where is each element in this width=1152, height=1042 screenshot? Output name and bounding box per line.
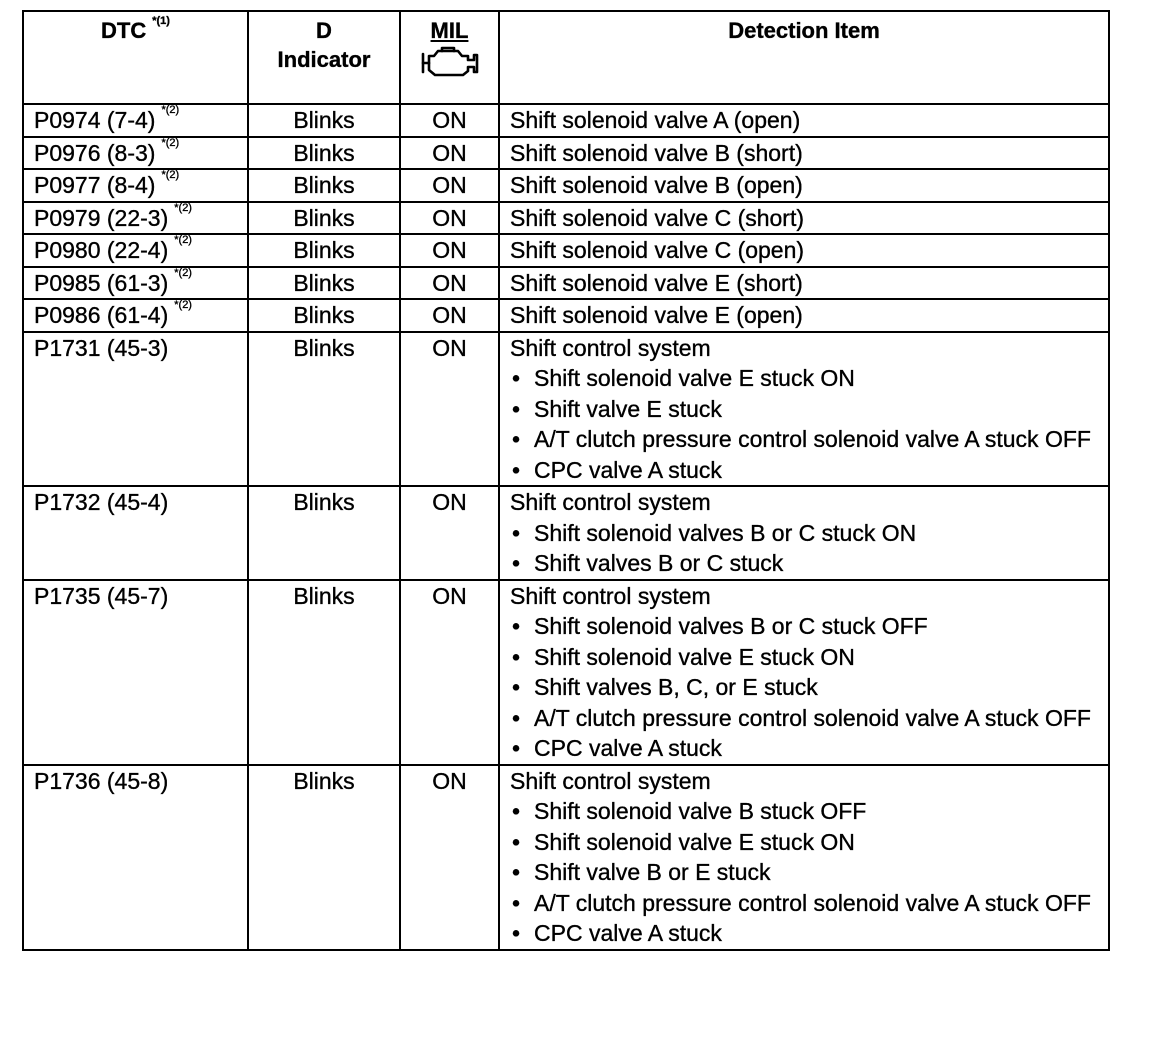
- mil-cell: ON: [400, 169, 499, 202]
- dtc-footnote: *(2): [174, 234, 192, 246]
- d-indicator-cell: Blinks: [248, 202, 400, 235]
- check-engine-icon: [419, 45, 481, 79]
- detection-item-bullets: [510, 796, 1098, 949]
- d-indicator-cell: Blinks: [248, 267, 400, 300]
- detection-item-title: Shift control system: [510, 489, 711, 515]
- d-indicator-cell: Blinks: [248, 234, 400, 267]
- dtc-code: P1732 (45-4): [34, 489, 169, 515]
- mil-cell: ON: [400, 104, 499, 137]
- header-dtc-note: *(1): [152, 15, 170, 27]
- detection-item-cell: [499, 580, 1109, 765]
- dtc-cell: [23, 299, 248, 332]
- d-indicator-cell: Blinks: [248, 137, 400, 170]
- dtc-code: P0976 (8-3): [34, 139, 156, 166]
- detection-item-bullets: [510, 363, 1098, 485]
- list-item: • Shift solenoid valve B stuck OFF: [534, 796, 1098, 827]
- table-row: [23, 332, 1109, 487]
- mil-cell: ON: [400, 486, 499, 580]
- dtc-footnote: *(2): [161, 104, 180, 116]
- header-detection-item: Detection Item: [499, 11, 1109, 104]
- table-row: [23, 580, 1109, 765]
- detection-item-title: Shift solenoid valve A (open): [510, 107, 801, 133]
- dtc-footnote: *(2): [174, 299, 192, 311]
- table-row: [23, 267, 1109, 300]
- detection-item-title: Shift solenoid valve E (short): [510, 269, 803, 296]
- dtc-cell: [23, 169, 248, 202]
- detection-item-title: Shift solenoid valve B (short): [510, 139, 803, 166]
- header-row: [23, 11, 1109, 104]
- table-header: [23, 11, 1109, 104]
- table-row: [23, 486, 1109, 580]
- dtc-cell: [23, 332, 248, 487]
- dtc-table: [22, 10, 1110, 951]
- detection-item-title: Shift solenoid valve C (short): [510, 204, 805, 231]
- list-item: • Shift solenoid valve E stuck ON: [534, 642, 1098, 673]
- detection-item-title: Shift solenoid valve B (open): [510, 172, 803, 198]
- dtc-cell: [23, 486, 248, 580]
- dtc-cell: [23, 580, 248, 765]
- dtc-footnote: *(2): [161, 169, 180, 181]
- dtc-cell: [23, 202, 248, 235]
- dtc-cell: [23, 234, 248, 267]
- d-indicator-cell: Blinks: [248, 580, 400, 765]
- detection-item-cell: [499, 332, 1109, 487]
- d-indicator-cell: Blinks: [248, 332, 400, 487]
- header-d-indicator: [248, 11, 400, 104]
- dtc-code: P0986 (61-4): [34, 302, 169, 328]
- table-row: [23, 234, 1109, 267]
- list-item: • Shift solenoid valve E stuck ON: [534, 363, 1098, 394]
- dtc-code: P1731 (45-3): [34, 334, 169, 361]
- d-indicator-cell: Blinks: [248, 169, 400, 202]
- d-indicator-cell: Blinks: [248, 486, 400, 580]
- dtc-code: P0977 (8-4): [34, 172, 156, 198]
- list-item: • CPC valve A stuck: [534, 918, 1098, 949]
- detection-item-title: Shift solenoid valve C (open): [510, 237, 805, 263]
- list-item: • Shift solenoid valve E stuck ON: [534, 827, 1098, 858]
- table-row: [23, 765, 1109, 950]
- dtc-footnote: *(2): [161, 136, 180, 149]
- dtc-code: P1736 (45-8): [34, 767, 169, 794]
- mil-cell: ON: [400, 299, 499, 332]
- list-item: • CPC valve A stuck: [534, 455, 1098, 486]
- dtc-cell: [23, 137, 248, 170]
- dtc-cell: [23, 104, 248, 137]
- list-item: • CPC valve A stuck: [534, 733, 1098, 764]
- header-mil: [400, 11, 499, 104]
- detection-item-cell: [499, 234, 1109, 267]
- header-d-indicator-line2: Indicator: [277, 47, 371, 72]
- mil-cell: ON: [400, 234, 499, 267]
- detection-item-cell: [499, 104, 1109, 137]
- mil-cell: ON: [400, 267, 499, 300]
- table-row: [23, 104, 1109, 137]
- dtc-code: P1735 (45-7): [34, 582, 169, 609]
- list-item: • Shift valve B or E stuck: [534, 857, 1098, 888]
- dtc-cell: [23, 765, 248, 950]
- mil-cell: ON: [400, 202, 499, 235]
- detection-item-title: Shift control system: [510, 334, 711, 361]
- table-row: [23, 169, 1109, 202]
- list-item: • A/T clutch pressure control solenoid valve A stuck OFF: [534, 703, 1098, 734]
- mil-cell: ON: [400, 332, 499, 487]
- header-dtc-label: DTC: [101, 18, 147, 43]
- detection-item-cell: [499, 765, 1109, 950]
- header-mil-label: MIL: [430, 18, 469, 43]
- detection-item-cell: [499, 169, 1109, 202]
- detection-item-cell: [499, 486, 1109, 580]
- list-item: • Shift valve E stuck: [534, 394, 1098, 425]
- dtc-code: P0974 (7-4): [34, 107, 156, 133]
- detection-item-bullets: [510, 611, 1098, 764]
- mil-cell: ON: [400, 137, 499, 170]
- table-row: [23, 299, 1109, 332]
- list-item: • Shift valves B or C stuck: [534, 548, 1098, 579]
- d-indicator-cell: Blinks: [248, 104, 400, 137]
- list-item: • Shift valves B, C, or E stuck: [534, 672, 1098, 703]
- detection-item-cell: [499, 202, 1109, 235]
- list-item: • Shift solenoid valves B or C stuck OFF: [534, 611, 1098, 642]
- dtc-code: P0980 (22-4): [34, 237, 169, 263]
- detection-item-cell: [499, 267, 1109, 300]
- dtc-code: P0979 (22-3): [34, 204, 169, 231]
- dtc-footnote: *(2): [174, 266, 192, 279]
- list-item: • Shift solenoid valves B or C stuck ON: [534, 518, 1098, 549]
- mil-cell: ON: [400, 580, 499, 765]
- detection-item-cell: [499, 137, 1109, 170]
- dtc-footnote: *(2): [174, 201, 192, 214]
- table-row: [23, 137, 1109, 170]
- detection-item-title: Shift control system: [510, 767, 711, 794]
- table-body: [23, 104, 1109, 950]
- d-indicator-cell: Blinks: [248, 299, 400, 332]
- detection-item-title: Shift control system: [510, 582, 711, 609]
- dtc-cell: [23, 267, 248, 300]
- header-d-indicator-line1: D: [316, 18, 332, 43]
- list-item: • A/T clutch pressure control solenoid valve A stuck OFF: [534, 888, 1098, 919]
- detection-item-title: Shift solenoid valve E (open): [510, 302, 803, 328]
- dtc-code: P0985 (61-3): [34, 269, 169, 296]
- table-row: [23, 202, 1109, 235]
- d-indicator-cell: Blinks: [248, 765, 400, 950]
- list-item: • A/T clutch pressure control solenoid valve A stuck OFF: [534, 424, 1098, 455]
- header-dtc: [23, 11, 248, 104]
- mil-cell: ON: [400, 765, 499, 950]
- detection-item-cell: [499, 299, 1109, 332]
- detection-item-bullets: [510, 518, 1098, 579]
